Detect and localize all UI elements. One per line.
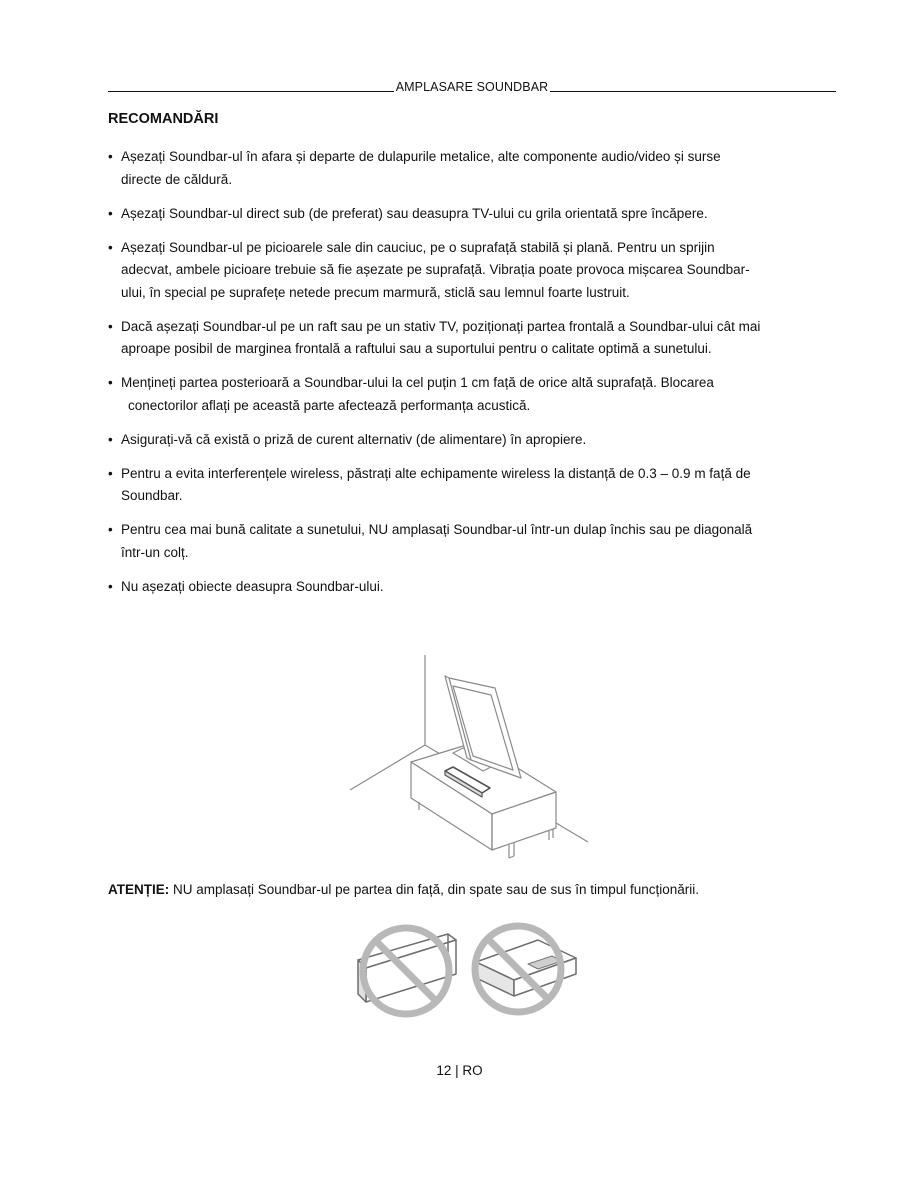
bullet-line: conectorilor aflați pe această parte afectează performanța acustică. xyxy=(128,397,531,413)
page-header xyxy=(108,76,836,94)
bullet-icon: • xyxy=(108,205,113,221)
bullet-line: Mențineți partea posterioară a Soundbar-ului la cel puțin 1 cm față de orice altă suprafață. Blocarea xyxy=(121,375,714,390)
page-number: 12 | RO xyxy=(436,1063,483,1078)
bullet-line: Asigurați-vă că există o priză de curent alternativ (de alimentare) în apropiere. xyxy=(121,431,587,447)
bullet-line: Soundbar. xyxy=(121,488,183,503)
list-item xyxy=(108,463,848,508)
bullet-line: într-un colț. xyxy=(121,544,189,560)
warning-note xyxy=(108,882,699,897)
header-rule-left xyxy=(108,90,394,92)
bullet-line: Așezați Soundbar-ul pe picioarele sale din cauciuc, pe o suprafață stabilă și plană. Pentru un sprijin xyxy=(121,239,715,255)
bullet-line: Pentru a evita interferențele wireless, păstrați alte echipamente wireless la distanță de 0.3 – 0.9 m față de xyxy=(121,465,751,481)
bullet-line: adecvat, ambele picioare trebuie să fie așezate pe suprafață. Vibrația poate provoca mișcarea Soundbar- xyxy=(121,262,750,277)
bullet-line: aproape posibil de marginea frontală a raftului sau a suportului pentru o calitate optimă a sunetului. xyxy=(121,341,712,356)
bullet-icon: • xyxy=(108,375,113,390)
list-item xyxy=(108,372,848,417)
bullet-icon: • xyxy=(108,578,113,594)
prohibited-back-icon xyxy=(475,926,576,1012)
bullet-icon: • xyxy=(108,431,113,447)
list-item xyxy=(108,316,848,361)
bullet-line: Așezați Soundbar-ul direct sub (de preferat) sau deasupra TV-ului cu grila orientată spre încăpere. xyxy=(121,205,708,221)
prohibited-orientations-illustration xyxy=(348,918,584,1018)
bullet-icon: • xyxy=(108,522,113,537)
list-item xyxy=(108,237,848,305)
section-title: RECOMANDĂRI xyxy=(108,111,219,127)
bullet-line: Dacă așezați Soundbar-ul pe un raft sau pe un stativ TV, poziționați partea frontală a Soundbar-ului cât mai xyxy=(121,318,761,334)
warning-label: ATENȚIE: xyxy=(108,882,170,897)
list-item xyxy=(108,429,848,452)
bullet-icon: • xyxy=(108,149,113,164)
list-item xyxy=(108,146,848,191)
header-rule-right xyxy=(550,90,836,92)
list-item xyxy=(108,203,848,226)
bullet-line: Nu așezați obiecte deasupra Soundbar-ului. xyxy=(121,578,384,594)
bullet-line: directe de căldură. xyxy=(121,171,233,187)
list-item xyxy=(108,576,848,599)
bullet-icon: • xyxy=(108,239,113,255)
prohibited-front-icon xyxy=(358,928,456,1014)
bullet-line: Așezați Soundbar-ul în afara și departe de dulapurile metalice, alte componente audio/video și surse xyxy=(121,149,721,164)
bullet-icon: • xyxy=(108,318,113,334)
bullet-line: Pentru cea mai bună calitate a sunetului, NU amplasați Soundbar-ul într-un dulap închis sau pe diagonală xyxy=(121,522,753,537)
tv-stand-illustration xyxy=(345,650,595,862)
header-title: AMPLASARE SOUNDBAR xyxy=(395,80,549,94)
warning-text: NU amplasați Soundbar-ul pe partea din față, din spate sau de sus în timpul funcționării. xyxy=(169,882,700,897)
bullet-icon: • xyxy=(108,465,113,481)
recommendation-list xyxy=(108,146,848,610)
list-item xyxy=(108,519,848,564)
bullet-line: ului, în special pe suprafețe netede precum marmură, sticlă sau lemnul foarte lustruit. xyxy=(121,284,630,300)
